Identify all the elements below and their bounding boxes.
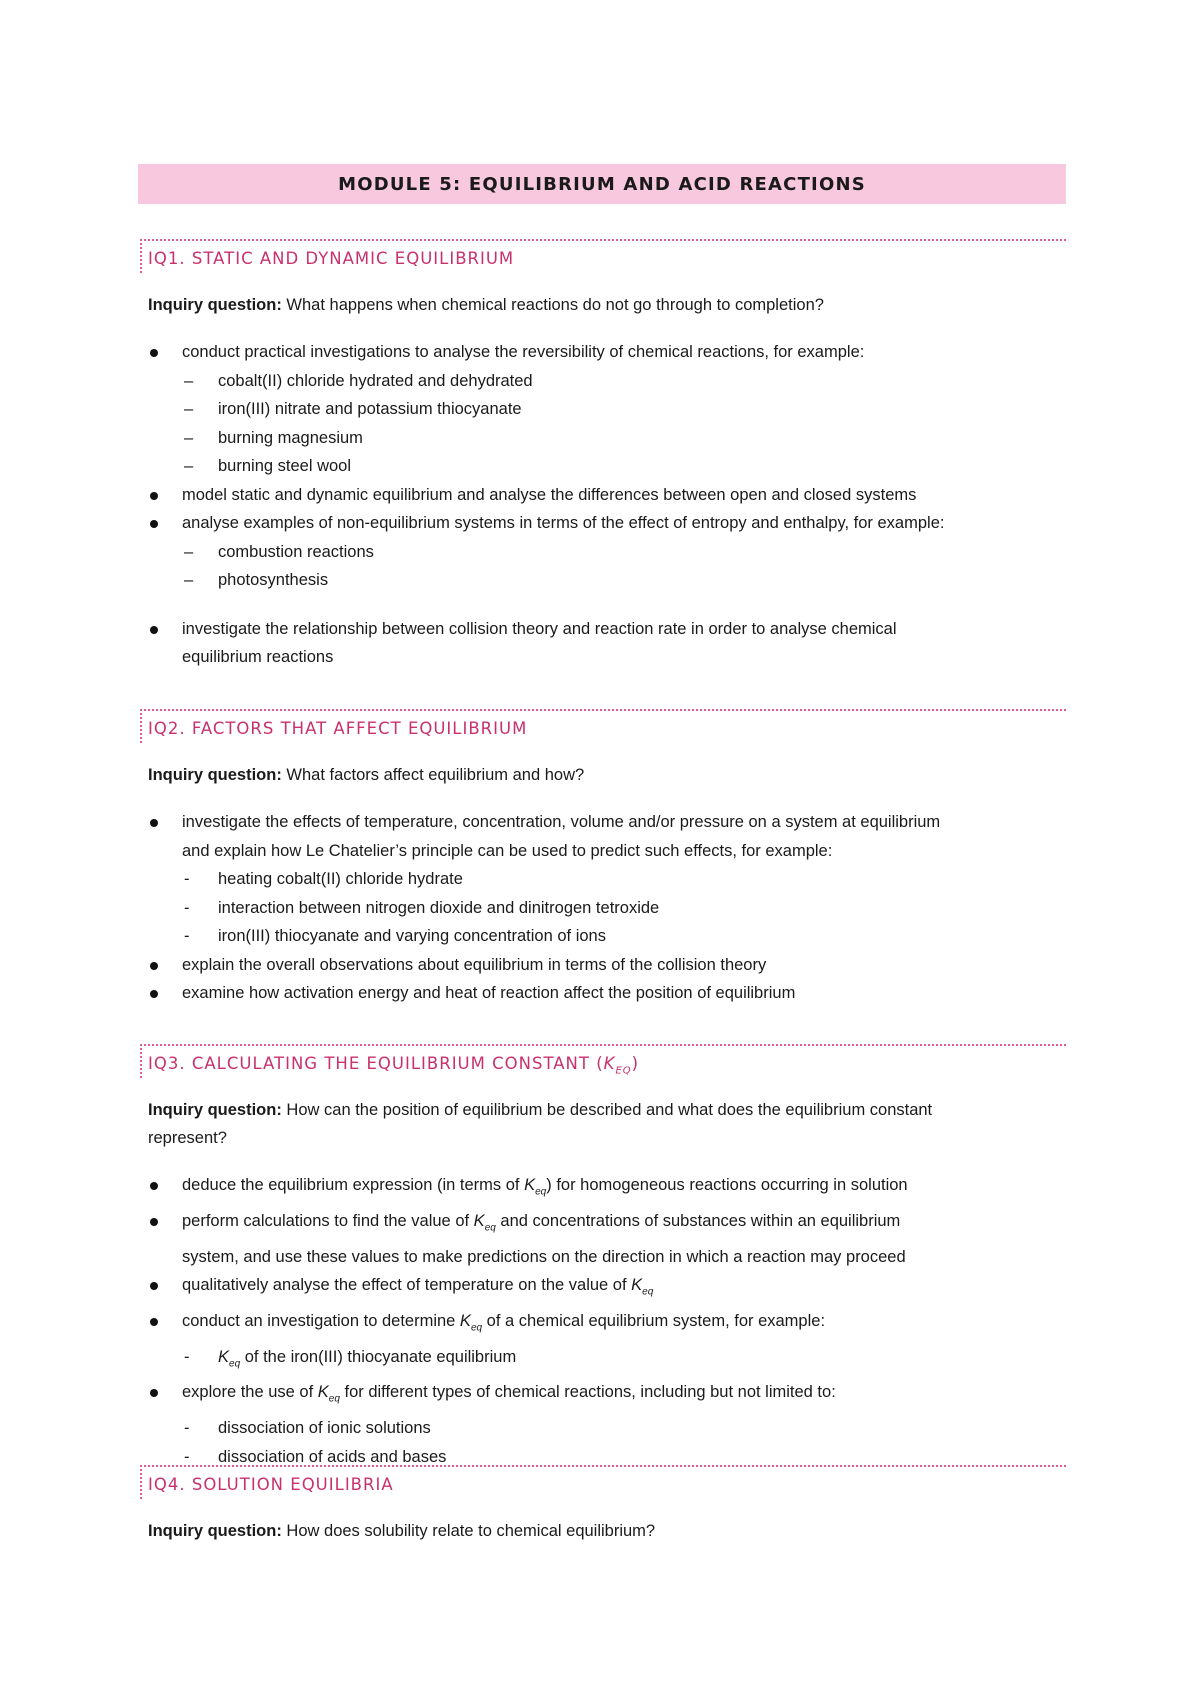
inquiry-text: What happens when chemical reactions do not go through to completion? <box>281 296 824 314</box>
dash-icon: - <box>184 870 190 888</box>
inquiry-question-iq3: Inquiry question: How can the position of equilibrium be described and what does the equilibrium constant represent? <box>148 1101 933 1147</box>
bullet-icon <box>150 1218 158 1226</box>
module-title: MODULE 5: EQUILIBRIUM AND ACID REACTIONS <box>338 173 866 195</box>
section-heading-iq1: IQ1. STATIC AND DYNAMIC EQUILIBRIUM <box>140 243 1066 273</box>
bullet-icon <box>150 1318 158 1326</box>
dash-icon: - <box>184 898 190 917</box>
bullet-icon <box>150 1389 158 1397</box>
list-item: analyse examples of non-equilibrium systems in terms of the effect of entropy and enthalpy, for example: – combustion reactions – photosynthesis <box>140 509 1066 595</box>
bullet-icon <box>150 1282 158 1290</box>
section-divider <box>140 1044 1066 1046</box>
dash-icon: - <box>184 1419 190 1438</box>
inquiry-text: How does solubility relate to chemical equilibrium? <box>281 1522 656 1540</box>
section-iq3 <box>140 1044 1066 1471</box>
inquiry-text: How can the position of equilibrium be described and what does the equilibrium constant <box>281 1101 933 1119</box>
section-iq1 <box>140 239 1066 672</box>
list-item: explore the use of $K_{eq}$ for different types of chemical reactions, including but not limited to: - dissociation of ionic solutions - dissociation of acids and bases <box>140 1378 1066 1471</box>
sub-list-item: - dissociation of ionic solutions <box>140 1414 1066 1443</box>
bullet-icon <box>150 520 158 528</box>
dash-icon: - <box>184 1347 190 1366</box>
sub-list-item: - dissociation of acids and bases <box>140 1443 1066 1472</box>
inquiry-question-iq2 <box>140 761 1066 789</box>
bullet-icon <box>150 1182 158 1190</box>
bullet-icon <box>150 990 158 998</box>
list-item: conduct an investigation to determine $K_{eq}$ of a chemical equilibrium system, for example: - $K_{eq}$ of the iron(III) thiocyanate equilibrium <box>140 1307 1066 1379</box>
list-item: investigate the effects of temperature, concentration, volume and/or pressure on a system at equilibrium and explain how Le Chatelier’s principle can be used to predict such effects, for example: - heating cobalt(II) chloride hydrate - interaction between nitrogen dioxide and dinitrogen tetroxide - iron(III) thiocyanate and varying concentration of ions <box>140 808 1066 951</box>
dash-icon: – <box>184 542 194 561</box>
outcome-list-iq2 <box>140 808 1066 1008</box>
section-divider <box>140 709 1066 711</box>
sub-list-item: – cobalt(II) chloride hydrated and dehydrated <box>140 367 1066 396</box>
dash-icon: – <box>184 571 194 589</box>
sub-list-item: – photosynthesis <box>140 566 1066 595</box>
outcome-list-iq3 <box>140 1171 1066 1471</box>
section-heading-iq3: IQ3. CALCULATING THE EQUILIBRIUM CONSTANT $(K_{EQ})$ <box>140 1048 1066 1078</box>
list-item: qualitatively analyse the effect of temperature on the value of $K_{eq}$ <box>140 1271 1066 1307</box>
list-item: model static and dynamic equilibrium and analyse the differences between open and closed systems <box>140 481 1066 510</box>
bullet-icon <box>150 962 158 970</box>
inquiry-label: Inquiry question: <box>148 1522 282 1540</box>
sub-list-item: – burning magnesium <box>140 424 1066 453</box>
dash-icon: – <box>184 400 194 418</box>
bullet-icon <box>150 626 158 634</box>
sub-list-item: - heating cobalt(II) chloride hydrate <box>140 865 1066 894</box>
list-item: investigate the relationship between collision theory and reaction rate in order to analyse chemical equilibrium reactions <box>140 615 1066 672</box>
section-heading-iq4: IQ4. SOLUTION EQUILIBRIA <box>140 1469 1066 1499</box>
sub-list-item: - iron(III) thiocyanate and varying concentration of ions <box>140 922 1066 951</box>
inquiry-label: Inquiry question: <box>148 296 282 314</box>
section-divider <box>140 1465 1066 1467</box>
module-banner <box>138 164 1066 204</box>
dash-icon: – <box>184 428 194 447</box>
list-item: explain the overall observations about equilibrium in terms of the collision theory <box>140 951 1066 980</box>
inquiry-label: Inquiry question: <box>148 766 282 784</box>
inquiry-text: What factors affect equilibrium and how? <box>281 766 585 784</box>
dash-icon: - <box>184 1447 190 1466</box>
section-heading-iq2: IQ2. FACTORS THAT AFFECT EQUILIBRIUM <box>140 713 1066 743</box>
bullet-icon <box>150 349 158 357</box>
list-item: deduce the equilibrium expression (in terms of $K_{eq}$) for homogeneous reactions occurring in solution <box>140 1171 1066 1207</box>
sub-list-item: – iron(III) nitrate and potassium thiocyanate <box>140 395 1066 424</box>
list-item: examine how activation energy and heat of reaction affect the position of equilibrium <box>140 979 1066 1008</box>
list-item: perform calculations to find the value of $K_{eq}$ and concentrations of substances within an equilibrium system, and use these values to make predictions on the direction in which a reaction may proceed <box>140 1207 1066 1271</box>
section-divider <box>140 239 1066 241</box>
inquiry-question-iq4 <box>140 1517 1066 1545</box>
sub-list-item: - $K_{eq}$ of the iron(III) thiocyanate equilibrium <box>140 1343 1066 1379</box>
list-item: conduct practical investigations to analyse the reversibility of chemical reactions, for example: – cobalt(II) chloride hydrated and dehydrated – iron(III) nitrate and potassium thiocyanate – burning magnesium – burning steel wool <box>140 338 1066 481</box>
bullet-icon <box>150 819 158 827</box>
sub-list-item: - interaction between nitrogen dioxide and dinitrogen tetroxide <box>140 894 1066 923</box>
dash-icon: - <box>184 927 190 945</box>
sub-list-item: – combustion reactions <box>140 538 1066 567</box>
inquiry-question-iq1 <box>140 291 1066 319</box>
dash-icon: – <box>184 371 194 390</box>
section-iq4 <box>140 1465 1066 1545</box>
inquiry-label: Inquiry question: <box>148 1101 282 1119</box>
outcome-list-iq1 <box>140 338 1066 672</box>
dash-icon: – <box>184 457 194 475</box>
sub-list-item: – burning steel wool <box>140 452 1066 481</box>
bullet-icon <box>150 492 158 500</box>
section-iq2 <box>140 709 1066 1008</box>
